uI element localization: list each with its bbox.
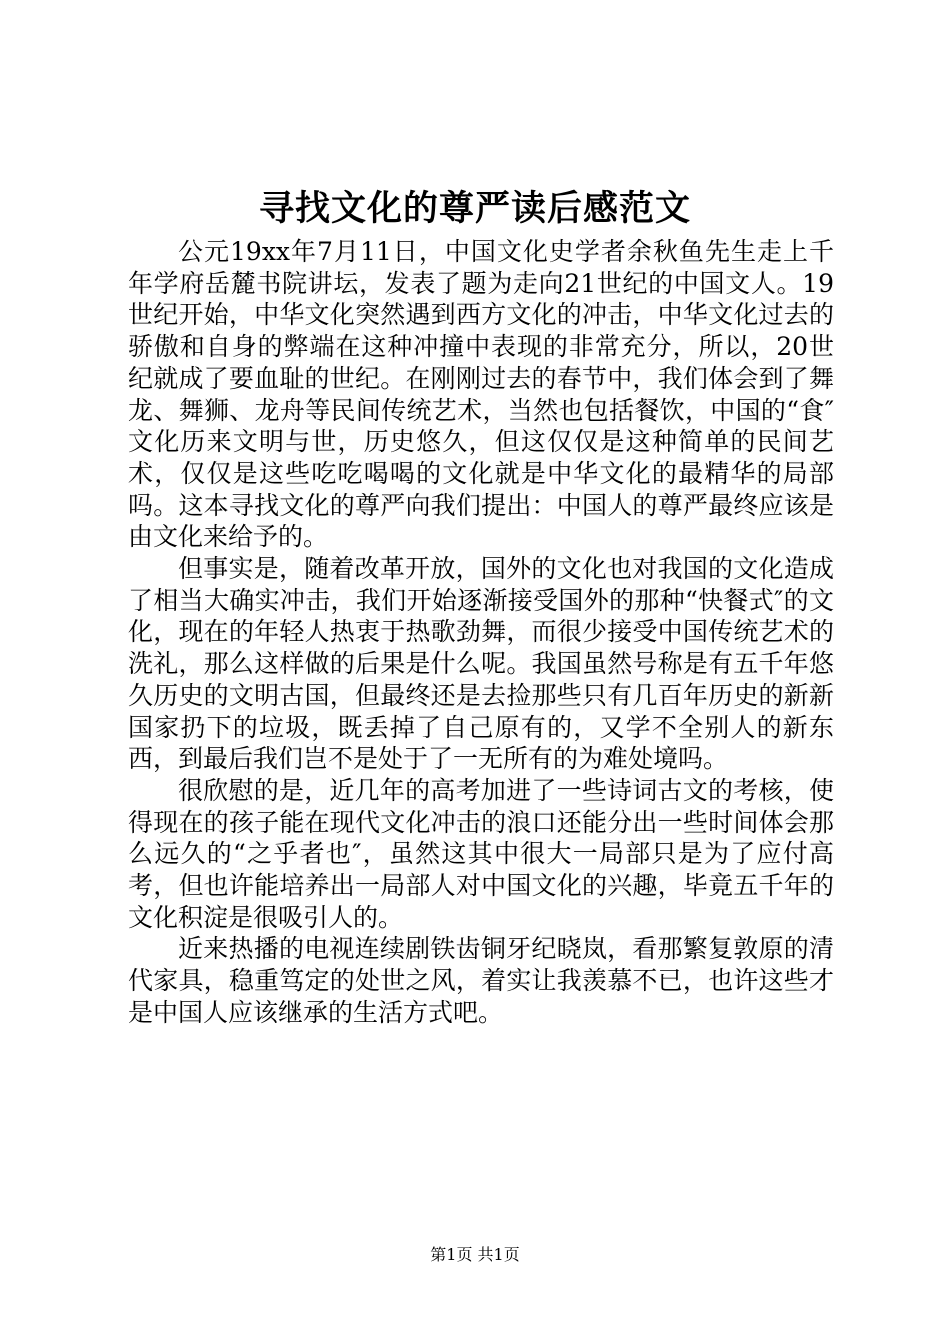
paragraph-4: 近来热播的电视连续剧铁齿铜牙纪晓岚，看那繁复敦原的清代家具，稳重笃定的处世之风，着实让我羡慕不已，也许这些才是中国人应该继承的生活方式吧。 — [128, 934, 834, 1027]
paragraph-2: 但事实是，随着改革开放，国外的文化也对我国的文化造成了相当大确实冲击，我们开始逐渐接受国外的那种“快餐式″的文化，现在的年轻人热衷于热歌劲舞，而很少接受中国传统艺术的洗礼，那么这样做的后果是什么呢。我国虽然号称是有五千年悠久历史的文明古国，但最终还是去捡那些只有几百年历史的新新国家扔下的垃圾，既丢掉了自己原有的，又学不全别人的新东西，到最后我们岂不是处于了一无所有的为难处境吗。 — [128, 554, 834, 774]
paragraph-3: 很欣慰的是，近几年的高考加进了一些诗词古文的考核，使得现在的孩子能在现代文化冲击的浪口还能分出一些时间体会那么远久的“之乎者也″，虽然这其中很大一局部只是为了应付高考，但也许能培养出一局部人对中国文化的兴趣，毕竟五千年的文化积淀是很吸引人的。 — [128, 775, 834, 932]
document-title: 寻找文化的尊严读后感范文 — [258, 188, 691, 229]
paragraph-1: 公元19xx年7月11日，中国文化史学者余秋鱼先生走上千年学府岳麓书院讲坛，发表了题为走向21世纪的中国文人。19世纪开始，中华文化突然遇到西方文化的冲击，中华文化过去的骄傲和自身的弊端在这种冲撞中表现的非常充分，所以，20世纪就成了要血耻的世纪。在刚刚过去的春节中，我们体会到了舞龙、舞狮、龙舟等民间传统艺术，当然也包括餐饮，中国的“食″文化历来文明与世，历史悠久，但这仅仅是这种简单的民间艺术，仅仅是这些吃吃喝喝的文化就是中华文化的最精华的局部吗。这本寻找文化的尊严向我们提出：中国人的尊严最终应该是由文化来给予的。 — [128, 237, 834, 552]
page-number-footer: 第1页 共1页 — [430, 1245, 520, 1264]
document-body — [128, 236, 834, 1029]
